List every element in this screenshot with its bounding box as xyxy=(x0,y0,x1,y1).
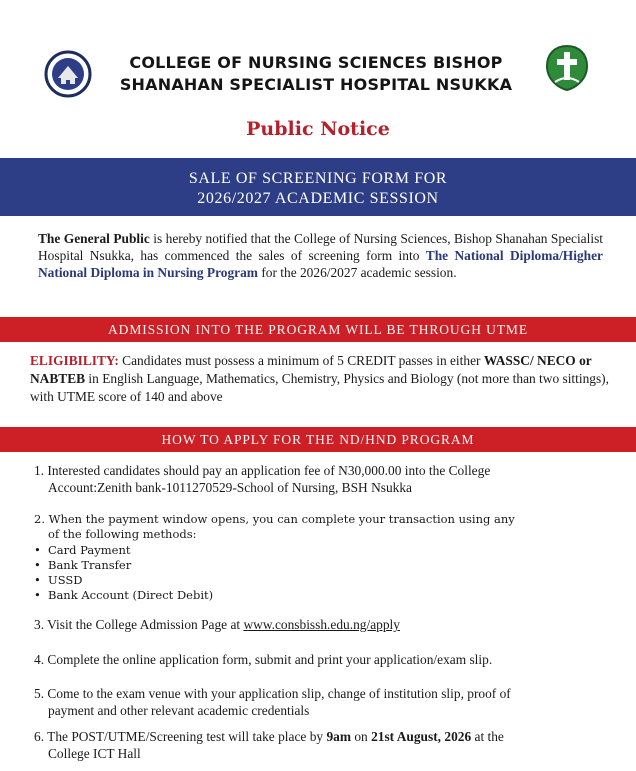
eligibility-exams: WASSC/ NECO or NABTEB xyxy=(30,353,592,386)
intro-paragraph xyxy=(38,230,603,281)
payment-methods-list xyxy=(34,543,213,603)
college-name xyxy=(96,52,536,96)
step-3-text: 3. Visit the College Admission Page at xyxy=(34,617,244,632)
step-4-text: 4. Complete the online application form, submit and print your application/exam slip. xyxy=(34,652,493,667)
college-name-line1: COLLEGE OF NURSING SCIENCES BISHOP xyxy=(129,53,503,72)
eligibility-paragraph xyxy=(30,352,610,406)
step-6 xyxy=(34,728,609,762)
step-5-line2: payment and other relevant academic credentials xyxy=(48,703,310,718)
hospital-crest-logo xyxy=(44,50,92,98)
payment-method-item: • USSD xyxy=(34,573,213,588)
step-2-line2: of the following methods: xyxy=(48,527,197,541)
payment-method-item: • Card Payment xyxy=(34,543,213,558)
step-2 xyxy=(34,512,609,542)
admission-banner: ADMISSION INTO THE PROGRAM WILL BE THROUGH UTME xyxy=(0,317,636,342)
step-6-time: 9am xyxy=(326,729,351,744)
step-5-line1: 5. Come to the exam venue with your application slip, change of institution slip, proof of xyxy=(34,686,511,701)
admission-page-link[interactable]: www.consbissh.edu.ng/apply xyxy=(243,617,400,632)
banner-line2: 2026/2027 ACADEMIC SESSION xyxy=(197,190,439,207)
payment-method-item: • Bank Account (Direct Debit) xyxy=(34,588,213,603)
step-6-date: 21st August, 2026 xyxy=(371,729,472,744)
step-6-suffix: at the xyxy=(471,729,504,744)
step-3 xyxy=(34,616,609,633)
screening-form-banner xyxy=(0,158,636,216)
intro-text1: is hereby notified that the College of Nursing Sciences, Bishop Shanahan Specialist Hospital Nsukka, has commenced the sales of screening form into xyxy=(38,231,603,263)
step-6-prefix: 6. The POST/UTME/Screening test will take place by xyxy=(34,729,327,744)
how-to-apply-banner: HOW TO APPLY FOR THE ND/HND PROGRAM xyxy=(0,427,636,452)
public-notice-title: Public Notice xyxy=(246,118,390,140)
step-5 xyxy=(34,685,609,719)
program-name: The National Diploma/Higher National Diploma in Nursing Program xyxy=(38,248,603,280)
intro-text2: for the 2026/2027 academic session. xyxy=(257,265,457,280)
payment-method-item: • Bank Transfer xyxy=(34,558,213,573)
eligibility-label: ELIGIBILITY: xyxy=(30,353,119,368)
notice-header xyxy=(0,0,636,140)
step-1 xyxy=(34,462,609,496)
college-name-line2: SHANAHAN SPECIALIST HOSPITAL NSUKKA xyxy=(119,75,513,94)
step-2-line1: 2. When the payment window opens, you can complete your transaction using any xyxy=(34,512,515,526)
step-6-line2: College ICT Hall xyxy=(48,746,141,761)
eligibility-text1: Candidates must possess a minimum of 5 CREDIT passes in either xyxy=(118,353,484,368)
step-1-line2: Account:Zenith bank-1011270529-School of Nursing, BSH Nsukka xyxy=(48,480,412,495)
step-1-line1: 1. Interested candidates should pay an application fee of N30,000.00 into the College xyxy=(34,463,491,478)
nursing-college-logo xyxy=(545,44,589,92)
eligibility-text2: in English Language, Mathematics, Chemistry, Physics and Biology (not more than two sittings), with UTME score of 140 and above xyxy=(30,371,609,404)
step-4 xyxy=(34,651,609,668)
intro-lead: The General Public xyxy=(38,231,150,246)
banner-line1: SALE OF SCREENING FORM FOR xyxy=(188,170,448,187)
step-6-mid: on xyxy=(350,729,372,744)
